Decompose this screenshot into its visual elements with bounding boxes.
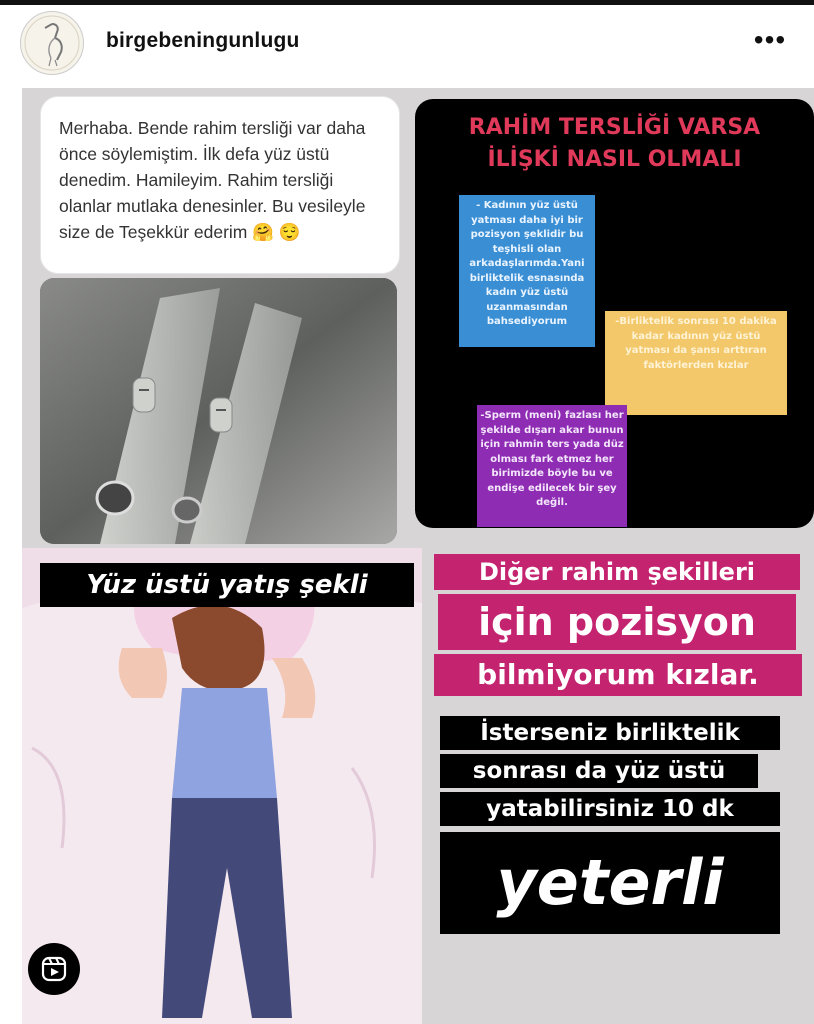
message-card	[40, 96, 400, 274]
pink-text-line1: Diğer rahim şekilleri	[434, 554, 800, 590]
reels-icon[interactable]	[28, 943, 80, 995]
black-text-line2: sonrası da yüz üstü	[440, 754, 758, 788]
black-text-line1: İsterseniz birliktelik	[440, 716, 780, 750]
profile-avatar[interactable]	[20, 11, 84, 75]
pregnancy-test-photo	[40, 278, 397, 544]
big-text-yeterli: yeterli	[440, 832, 780, 934]
stork-logo-icon	[21, 12, 83, 74]
post-header	[0, 0, 814, 86]
message-text: Merhaba. Bende rahim tersliği var daha önce söylemiştim. İlk defa yüz üstü denedim. Hamileyim. Rahim tersliği olanlar mutlaka denesinler. Bu vesileyle size de Teşekkür ederim 🤗 😌	[59, 118, 366, 242]
info-panel	[415, 99, 814, 528]
purple-note: -Sperm (meni) fazlası her şekilde dışarı akar bunun için rahmin ters yada düz olması fark etmez her birimizde böyle bu ve endişe edilecek bir şey değil.	[477, 405, 627, 527]
blue-note: - Kadının yüz üstü yatması daha iyi bir pozisyon şeklidir bu teşhisli olan arkadaşlarımda.Yani birliktelik esnasında kadın yüz üstü uzanmasından bahsediyorum	[459, 195, 595, 347]
sleeping-woman-illustration	[22, 548, 422, 1024]
yellow-note: -Birliktelik sonrası 10 dakika kadar kadının yüz üstü yatması da şansı arttıran faktörlerden kızlar	[605, 311, 787, 415]
more-options-icon[interactable]: •••	[753, 24, 787, 55]
panel-title-line1: RAHİM TERSLİĞİ VARSA	[468, 115, 761, 140]
username[interactable]: birgebeningunlugu	[106, 29, 300, 52]
black-text-line3: yatabilirsiniz 10 dk	[440, 792, 780, 826]
pink-text-line2: için pozisyon	[438, 594, 796, 650]
pink-text-line3: bilmiyorum kızlar.	[434, 654, 802, 696]
panel-title-line2: İLİŞKİ NASIL OLMALI	[487, 147, 742, 172]
position-caption: Yüz üstü yatış şekli	[40, 563, 414, 607]
post-image	[22, 88, 814, 1024]
